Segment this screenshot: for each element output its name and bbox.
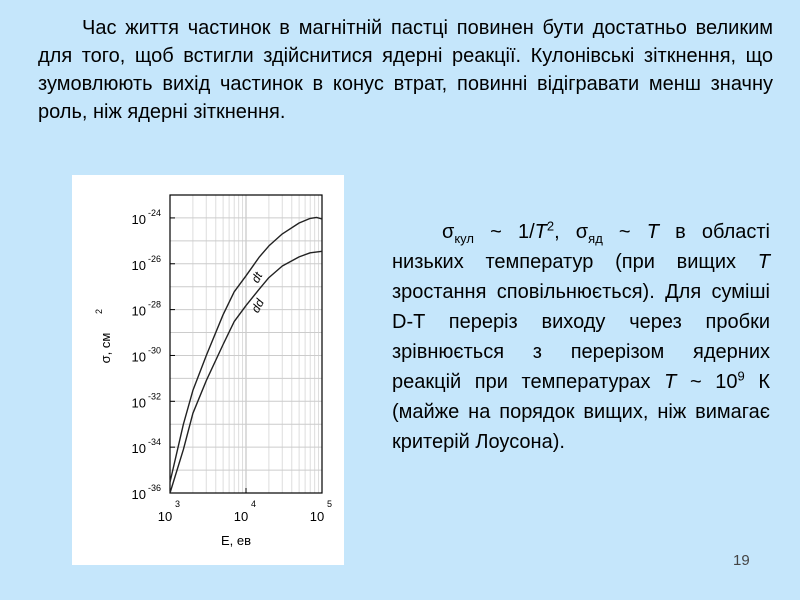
temperature-symbol: T	[664, 371, 677, 393]
sigma-symbol: σ	[442, 221, 455, 243]
y-tick-exponent: -24	[148, 207, 162, 218]
x-tick-exponent: 5	[327, 499, 333, 509]
temperature-symbol: T	[757, 251, 770, 273]
cross-section-chart-svg	[72, 175, 344, 565]
y-tick-label: 10	[131, 441, 146, 457]
x-tick-exponent: 4	[251, 499, 257, 509]
y-tick-label: 10	[131, 211, 146, 227]
x-tick-label: 10	[309, 509, 325, 524]
x-axis-label: E, ев	[220, 533, 252, 548]
y-tick-label: 10	[131, 303, 146, 319]
cross-section-chart	[72, 175, 344, 565]
comparison-paragraph	[392, 217, 770, 457]
text-fragment: в області низьких температур (при вищих	[392, 221, 770, 273]
text-fragment: зростання сповільнюється). Для суміші D-T переріз виходу через пробки зрівнюється з перерізом ядерних реакцій при температурах	[392, 281, 770, 393]
y-tick-label: 10	[131, 487, 146, 502]
y-tick-exponent: -30	[148, 345, 162, 356]
y-tick-exponent: -34	[148, 437, 162, 448]
subscript-nuclear: яд	[588, 231, 603, 246]
text-fragment: , σ	[554, 221, 589, 243]
x-tick-label: 10	[233, 509, 249, 524]
y-axis-label-exponent: 2	[94, 308, 104, 314]
series-label: dd	[248, 296, 267, 315]
y-tick-exponent: -32	[148, 391, 162, 402]
page-number: 19	[733, 552, 750, 569]
text-fragment: ~ 1/	[473, 221, 535, 243]
y-tick-exponent: -28	[148, 299, 162, 310]
superscript-exponent: 9	[737, 368, 745, 384]
y-tick-label: 10	[131, 349, 146, 365]
text-fragment: ~	[602, 221, 647, 243]
y-tick-label: 10	[131, 395, 146, 411]
x-tick-label: 10	[157, 509, 173, 524]
text-fragment: ~ 10	[676, 371, 738, 393]
y-tick-exponent: -36	[148, 483, 162, 493]
series-label: dt	[248, 269, 266, 286]
text-fragment: К (майже на порядок вищих, ніж вимагає критерій Лоусона).	[392, 371, 770, 453]
temperature-symbol: T	[534, 221, 547, 243]
subscript-coulomb: кул	[454, 231, 474, 246]
y-tick-label: 10	[131, 257, 146, 273]
intro-paragraph: Час життя частинок в магнітній пастці повинен бути достатньо великим для того, щоб встигли здійснитися ядерні реакції. Кулонівські зіткнення, що зумовлюють вихід частинок в конус втрат, повинні відігравати менш значну роль, ніж ядерні зіткнення.	[38, 17, 773, 123]
y-axis-label: σ, см	[98, 332, 113, 364]
superscript-power: 2	[546, 218, 555, 234]
x-tick-exponent: 3	[175, 499, 181, 509]
temperature-symbol: T	[646, 221, 659, 243]
y-tick-exponent: -26	[148, 253, 162, 264]
